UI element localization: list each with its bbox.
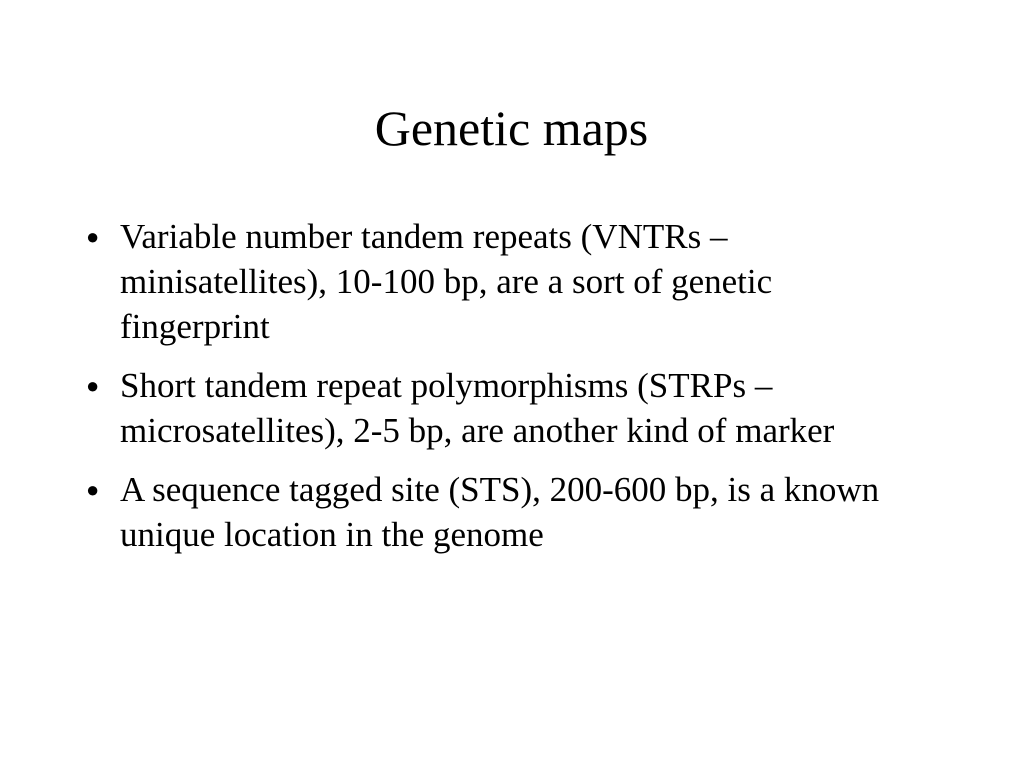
bullet-text: Variable number tandem repeats (VNTRs – minisatellites), 10-100 bp, are a sort of genetic fingerprint: [120, 217, 773, 346]
bullet-dot-icon: ●: [86, 373, 100, 398]
bullet-dot-icon: ●: [86, 477, 100, 502]
bullet-dot-icon: ●: [86, 224, 100, 249]
bullet-item: [84, 363, 924, 453]
bullet-text: A sequence tagged site (STS), 200-600 bp, is a known unique location in the genome: [120, 470, 880, 554]
bullet-item: [84, 214, 924, 349]
bullet-item: [84, 467, 924, 557]
bullet-list: [84, 214, 924, 571]
slide-title: Genetic maps: [374, 100, 649, 156]
bullet-text: Short tandem repeat polymorphisms (STRPs – microsatellites), 2-5 bp, are another kind of marker: [120, 366, 835, 450]
